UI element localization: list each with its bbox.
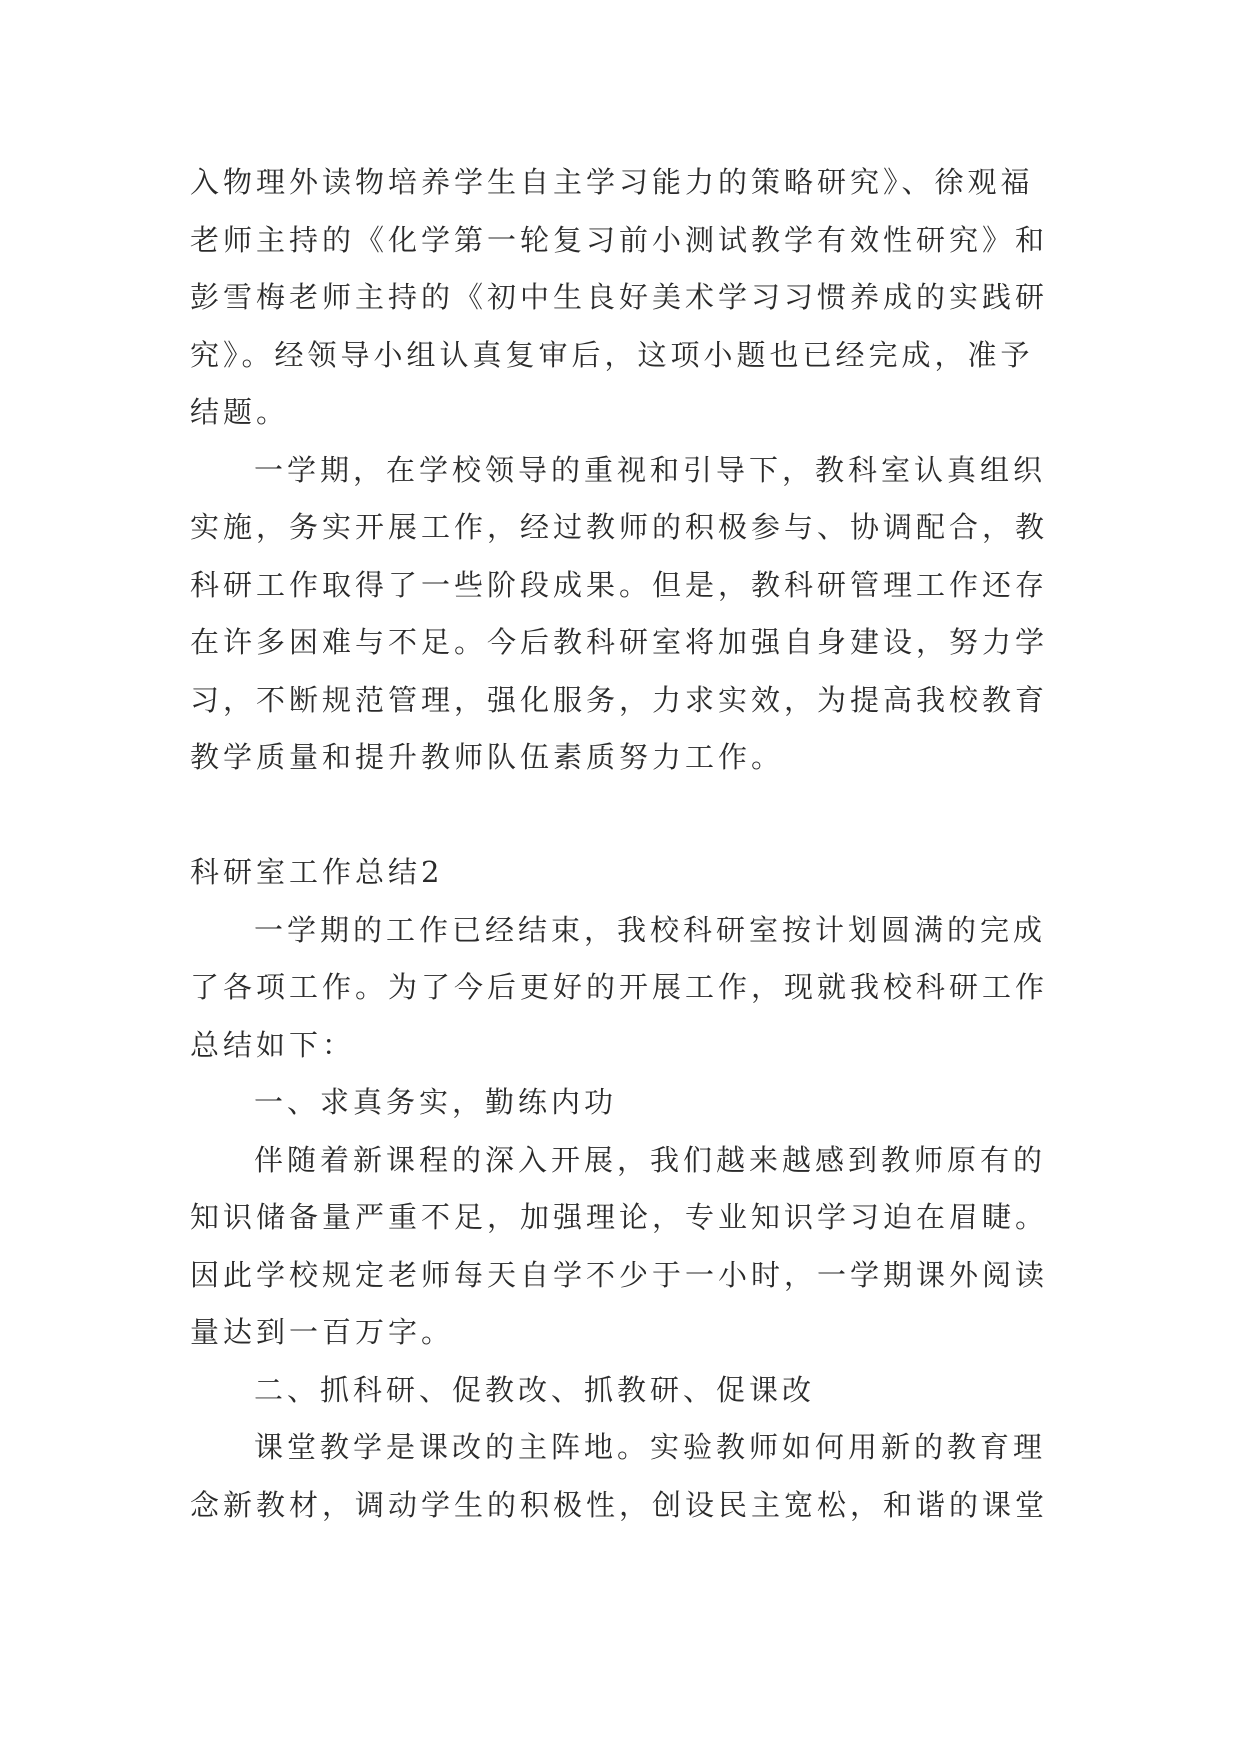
text-line: 了各项工作。为了今后更好的开展工作，现就我校科研工作 (190, 970, 1049, 1004)
section-title: 科研室工作总结2 (190, 855, 444, 889)
text-line: 知识储备量严重不足，加强理论，专业知识学习迫在眉睫。 (190, 1200, 1049, 1234)
text-line: 入物理外读物培养学生自主学习能力的策略研究》、徐观福 (190, 165, 1034, 199)
text-line: 总结如下： (190, 1027, 356, 1062)
text-line: 课堂教学是课改的主阵地。实验教师如何用新的教育理 (254, 1430, 1047, 1464)
text-line: 伴随着新课程的深入开展，我们越来越感到教师原有的 (254, 1142, 1047, 1177)
text-line: 在许多困难与不足。今后教科研室将加强自身建设，努力学 (190, 625, 1049, 659)
text-line: 实施，务实开展工作，经过教师的积极参与、协调配合，教 (190, 510, 1049, 544)
text-line: 结题。 (190, 395, 290, 429)
paragraph (190, 1132, 1050, 1362)
text-line: 习，不断规范管理，强化服务，力求实效，为提高我校教育 (190, 682, 1049, 717)
paragraph-gap (190, 787, 1050, 845)
heading: 一、求真务实，勤练内功 (254, 1085, 618, 1119)
text-line: 老师主持的《化学第一轮复习前小测试教学有效性研究》和 (190, 222, 1049, 257)
text-line: 科研工作取得了一些阶段成果。但是，教科研管理工作还存 (190, 567, 1049, 602)
text-line: 量达到一百万字。 (190, 1315, 455, 1349)
paragraph (190, 902, 1050, 1075)
text-line: 一学期，在学校领导的重视和引导下，教科室认真组织 (254, 452, 1047, 487)
text-line: 一学期的工作已经结束，我校科研室按计划圆满的完成 (254, 912, 1047, 947)
heading: 二、抓科研、促教改、抓教研、促课改 (254, 1372, 816, 1407)
paragraph (190, 442, 1050, 787)
paragraph (190, 1419, 1050, 1534)
text-line: 因此学校规定老师每天自学不少于一小时，一学期课外阅读 (190, 1257, 1049, 1292)
text-line: 究》。经领导小组认真复审后，这项小题也已经完成，准予 (190, 337, 1034, 372)
text-line: 彭雪梅老师主持的《初中生良好美术学习习惯养成的实践研 (190, 280, 1049, 314)
text-line: 教学质量和提升教师队伍素质努力工作。 (190, 740, 785, 774)
paragraph (190, 154, 1050, 442)
text-line: 念新教材，调动学生的积极性，创设民主宽松，和谐的课堂 (190, 1487, 1049, 1522)
document-body (190, 154, 1050, 1534)
